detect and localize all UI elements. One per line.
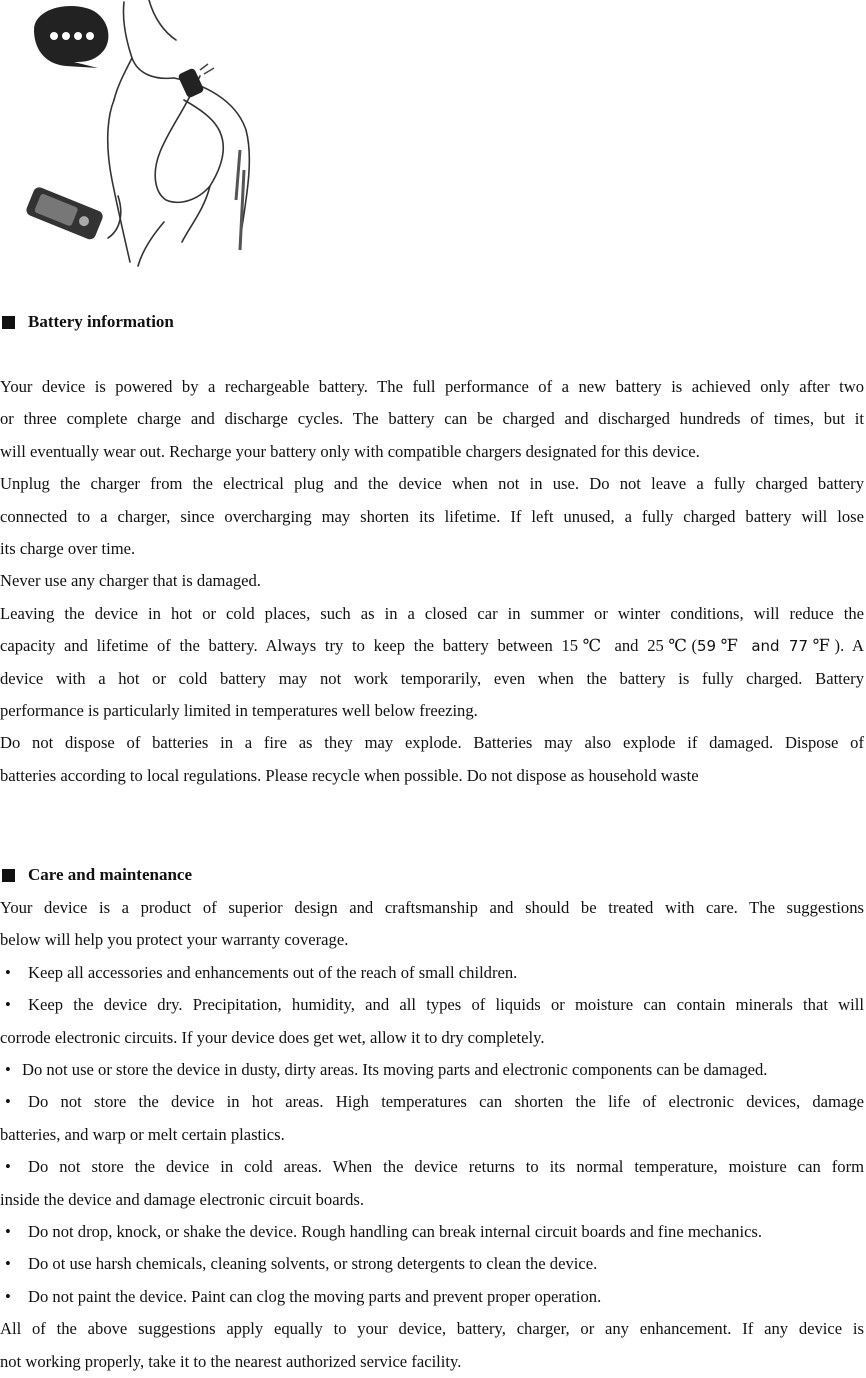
battery-line: will eventually wear out. Recharge your battery only with compatible chargers designated for this device. xyxy=(0,441,700,461)
care-line: Your device is a product of superior design and craftsmanship and should be treated with care. The suggestions xyxy=(0,898,864,917)
care-bullet-item xyxy=(0,1216,864,1248)
bullet-text: Keep the device dry. Precipitation, humidity, and all types of liquids or moisture can contain minerals that will xyxy=(28,995,864,1015)
care-line: below will help you protect your warranty coverage. xyxy=(0,930,349,950)
bullet-icon: • xyxy=(5,1060,11,1080)
bullet-icon: • xyxy=(5,962,11,982)
temp-text-b: 59 xyxy=(697,637,717,656)
bullet-icon: • xyxy=(5,1222,11,1242)
battery-line: connected to a charger, since overcharging may shorten its lifetime. If left unused, a fully charged battery will lose xyxy=(0,506,864,526)
battery-line: performance is particularly limited in temperatures well below freezing. xyxy=(0,701,478,721)
care-line: batteries, and warp or melt certain plastics. xyxy=(0,1124,285,1144)
battery-line: Your device is powered by a rechargeable battery. The full performance of a new battery is achieved only after two xyxy=(0,377,864,396)
care-bullet-item xyxy=(0,957,864,989)
bullet-text: Keep all accessories and enhancements out of the reach of small children. xyxy=(28,962,518,982)
bullet-text: Do not store the device in hot areas. High temperatures can shorten the life of electronic devices, damage xyxy=(28,1092,864,1112)
bullet-text: Do not use or store the device in dusty, dirty areas. Its moving parts and electronic components can be damaged. xyxy=(22,1060,768,1080)
battery-body xyxy=(0,371,864,792)
care-bullet-item xyxy=(0,989,864,1021)
temp-text-e: ℉). A xyxy=(808,636,864,656)
battery-line: Unplug the charger from the electrical plug and the device when not in use. Do not leave a fully charged battery xyxy=(0,474,864,494)
bullet-icon: • xyxy=(5,1286,11,1306)
care-line: not working properly, take it to the nearest authorized service facility. xyxy=(0,1351,462,1371)
care-bullet-item xyxy=(0,1086,864,1118)
square-bullet-icon xyxy=(2,316,15,329)
battery-line: Leaving the device in hot or cold places, such as in a closed car in summer or winter conditions, will reduce the xyxy=(0,603,864,623)
battery-line: its charge over time. xyxy=(0,539,136,559)
bullet-text: Do ot use harsh chemicals, cleaning solvents, or strong detergents to clean the device. xyxy=(28,1254,598,1274)
square-bullet-icon xyxy=(2,869,15,882)
temp-text-d: and 77 xyxy=(751,637,809,656)
bullet-icon: • xyxy=(5,995,11,1015)
battery-temperature-line xyxy=(0,630,864,662)
care-line: corrode electronic circuits. If your device does get wet, allow it to dry completely. xyxy=(0,1027,545,1047)
bullet-text: Do not store the device in cold areas. When the device returns to its normal temperature, moisture can form xyxy=(28,1157,864,1177)
battery-heading-text: Battery information xyxy=(28,312,174,331)
bullet-icon: • xyxy=(5,1092,11,1112)
care-line: inside the device and damage electronic circuit boards. xyxy=(0,1189,364,1209)
care-bullet-item xyxy=(0,1151,864,1183)
care-bullet-item xyxy=(0,1054,864,1086)
battery-line: batteries according to local regulations. Please recycle when possible. Do not dispose as household waste xyxy=(0,765,699,785)
care-section-heading xyxy=(2,865,192,885)
bullet-text: Do not drop, knock, or shake the device. Rough handling can break internal circuit boards and fine mechanics. xyxy=(28,1222,763,1242)
battery-section-heading xyxy=(2,312,174,332)
battery-line: device with a hot or cold battery may not work temporarily, even when the battery is fully charged. Battery xyxy=(0,668,864,688)
bullet-text: Do not paint the device. Paint can clog the moving parts and prevent proper operation. xyxy=(28,1286,602,1306)
care-line: All of the above suggestions apply equally to your device, battery, charger, or any enhancement. If any device is xyxy=(0,1319,864,1339)
care-body xyxy=(0,892,864,1378)
care-heading-text: Care and maintenance xyxy=(28,865,193,884)
temp-text-c: ℉ xyxy=(716,636,752,656)
bullet-icon: • xyxy=(5,1254,11,1274)
care-bullet-item xyxy=(0,1248,864,1280)
temp-text-a: capacity and lifetime of the battery. Always try to keep the battery between 15℃ and 25℃( xyxy=(0,636,698,656)
care-bullet-item xyxy=(0,1281,864,1313)
battery-line: or three complete charge and discharge cycles. The battery can be charged and discharged hundreds of times, but it xyxy=(0,409,864,429)
bullet-icon: • xyxy=(5,1157,11,1177)
phone-call-illustration xyxy=(14,0,264,275)
battery-line: Never use any charger that is damaged. xyxy=(0,571,261,591)
battery-line: Do not dispose of batteries in a fire as they may explode. Batteries may also explode if damaged. Dispose of xyxy=(0,733,864,753)
